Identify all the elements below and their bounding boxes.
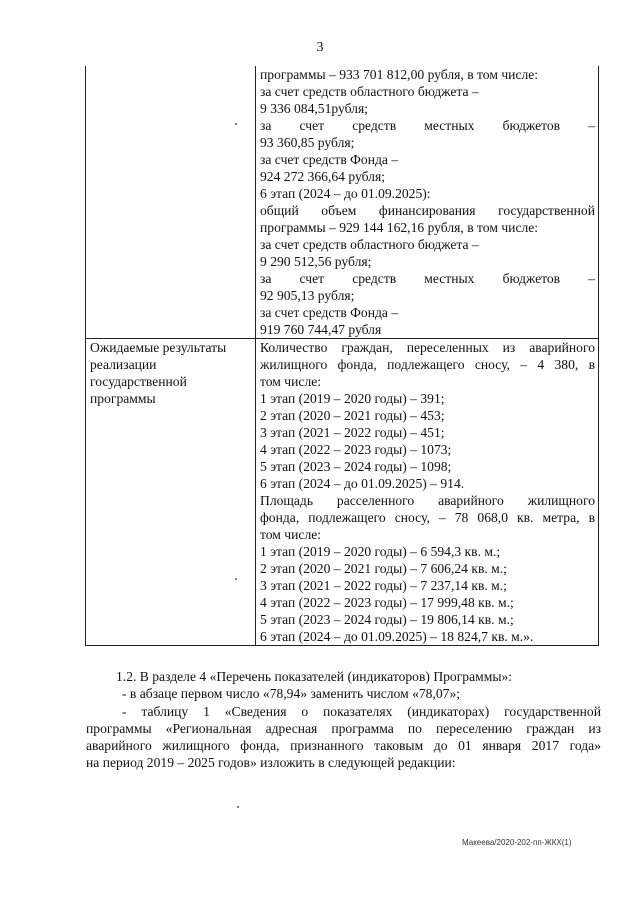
cell-text-line: 93 360,85 рубля; <box>260 135 355 150</box>
cell-text-line: 4 этап (2022 – 2023 годы) – 1073; <box>260 442 452 457</box>
cell-text-line: 2 этап (2020 – 2021 годы) – 453; <box>260 408 445 423</box>
row-heading-line: государственной <box>90 374 187 389</box>
cell-text-line: за счет средств областного бюджета – <box>260 237 479 252</box>
row-heading-line: программы <box>90 391 156 406</box>
passport-table <box>85 66 599 646</box>
cell-text-line: 919 760 744,47 рубля <box>260 322 382 337</box>
row-heading-line: Ожидаемые результаты <box>90 340 227 355</box>
cell-text-line: 92 905,13 рубля; <box>260 288 355 303</box>
footer-document-code: Макеева/2020-202-пп-ЖКХ(1) <box>462 838 572 847</box>
cell-text-line: жилищного фонда, подлежащего сносу, – 4 380, в <box>260 357 595 372</box>
cell-text-line: 6 этап (2024 – до 01.09.2025): <box>260 186 431 201</box>
scan-speck <box>237 806 239 808</box>
cell-text-line: 5 этап (2023 – 2024 годы) – 1098; <box>260 459 452 474</box>
cell-text-line: 3 этап (2021 – 2022 годы) – 451; <box>260 425 445 440</box>
table-row <box>86 339 599 646</box>
amendment-text <box>86 668 601 772</box>
cell-text-line: общий объем финансирования государственной <box>260 203 595 218</box>
cell-text-line: 1 этап (2019 – 2020 годы) – 391; <box>260 391 445 406</box>
table-row <box>86 66 599 339</box>
cell-text-line: том числе: <box>260 374 322 389</box>
paragraph-line: аварийного жилищного фонда, признанного таковым до 01 января 2017 года» <box>86 738 601 754</box>
row2-right-cell <box>256 339 599 646</box>
paragraph-line: - таблицу 1 «Сведения о показателях (индикаторах) государственной <box>122 703 601 719</box>
cell-text-line: Площадь расселенного аварийного жилищного <box>260 493 595 508</box>
cell-text-line: том числе: <box>260 527 322 542</box>
scan-speck <box>235 123 237 125</box>
cell-text-line: 6 этап (2024 – до 01.09.2025) – 914. <box>260 476 465 491</box>
cell-text-line: за счет средств местных бюджетов – <box>260 271 595 286</box>
row1-right-cell <box>256 66 599 339</box>
cell-text-line: 1 этап (2019 – 2020 годы) – 6 594,3 кв. м.; <box>260 544 501 559</box>
cell-text-line: 9 290 512,56 рубля; <box>260 254 372 269</box>
paragraph-line: на период 2019 – 2025 годов» изложить в следующей редакции: <box>86 755 456 771</box>
cell-text-line: 3 этап (2021 – 2022 годы) – 7 237,14 кв. м.; <box>260 578 507 593</box>
cell-text-line: фонда, подлежащего сносу, – 78 068,0 кв. метра, в <box>260 510 595 525</box>
cell-text-line: 9 336 084,51рубля; <box>260 101 368 116</box>
paragraph-line: 1.2. В разделе 4 «Перечень показателей (индикаторов) Программы»: <box>116 669 513 684</box>
cell-text-line: за счет средств Фонда – <box>260 152 399 167</box>
row2-left-cell <box>86 339 256 646</box>
cell-text-line: Количество граждан, переселенных из аварийного <box>260 340 595 355</box>
cell-text-line: программы – 933 701 812,00 рубля, в том числе: <box>260 67 539 82</box>
row-heading-line: реализации <box>90 357 157 372</box>
cell-text-line: программы – 929 144 162,16 рубля, в том числе: <box>260 220 539 235</box>
page-number: 3 <box>316 40 324 55</box>
cell-text-line: 4 этап (2022 – 2023 годы) – 17 999,48 кв. м.; <box>260 595 514 610</box>
cell-text-line: 2 этап (2020 – 2021 годы) – 7 606,24 кв. м.; <box>260 561 507 576</box>
row1-left-cell <box>86 66 256 339</box>
paragraph-line: - в абзаце первом число «78,94» заменить числом «78,07»; <box>122 686 461 702</box>
paragraph-line: программы «Региональная адресная программа по переселению граждан из <box>86 720 601 736</box>
cell-text-line: за счет средств областного бюджета – <box>260 84 479 99</box>
cell-text-line: 924 272 366,64 рубля; <box>260 169 385 184</box>
scan-speck <box>235 578 237 580</box>
cell-text-line: за счет средств Фонда – <box>260 305 399 320</box>
cell-text-line: за счет средств местных бюджетов – <box>260 118 595 133</box>
cell-text-line: 5 этап (2023 – 2024 годы) – 19 806,14 кв. м.; <box>260 612 514 627</box>
cell-text-line: 6 этап (2024 – до 01.09.2025) – 18 824,7 кв. м.». <box>260 629 534 644</box>
